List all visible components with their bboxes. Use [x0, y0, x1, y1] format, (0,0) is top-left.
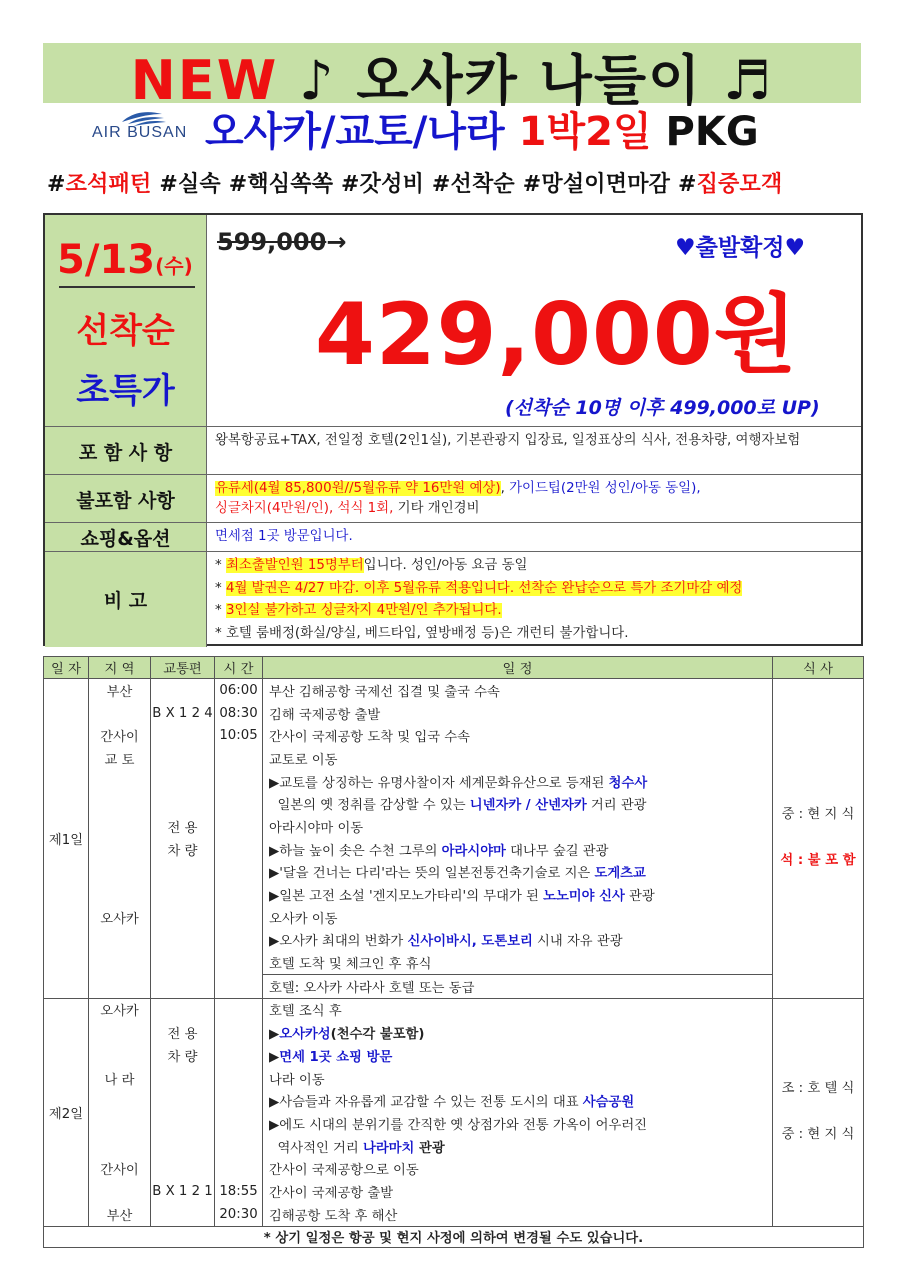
table-row	[44, 747, 864, 770]
transport-cell	[151, 974, 215, 998]
itinerary-text: 오사카 이동	[269, 911, 338, 927]
table-row	[44, 838, 864, 861]
remark-item: * 4월 발권은 4/27 마감. 이후 5월유류 적용입니다. 선착순 완납순으로 특가 조기마감 예정	[215, 580, 743, 596]
transport-cell: B X 1 2 1	[151, 1180, 215, 1203]
time-cell	[215, 1112, 263, 1135]
remark-item: * 최소출발인원 15명부터입니다. 성인/아동 요금 동일	[215, 558, 528, 573]
region-cell: 오사카	[89, 906, 151, 929]
time-cell	[215, 838, 263, 861]
col-header-transport: 교통편	[151, 657, 215, 679]
time-cell: 20:30	[215, 1203, 263, 1226]
itinerary-cell	[263, 974, 773, 998]
airline-logo-text: AIR BUSAN	[92, 124, 188, 141]
region-cell	[89, 1021, 151, 1044]
time-cell: 08:30	[215, 702, 263, 725]
time-cell	[215, 1067, 263, 1090]
time-cell	[215, 1044, 263, 1067]
table-row	[44, 1021, 864, 1044]
itinerary-text: 교토로 이동	[269, 752, 338, 768]
time-cell: 06:00	[215, 679, 263, 702]
table-row	[44, 815, 864, 838]
air-busan-logo	[92, 108, 192, 154]
region-cell	[89, 838, 151, 861]
hashtags	[47, 167, 782, 198]
itinerary-text: 나라 이동	[269, 1072, 325, 1088]
itinerary-text: ▶하늘 높이 솟은 수천 그루의	[269, 843, 442, 859]
itinerary-text: 역사적인 거리	[269, 1140, 363, 1156]
col-header-meals: 식 사	[773, 657, 864, 679]
region-cell	[89, 815, 151, 838]
transport-cell	[151, 770, 215, 793]
hashtag: #실속	[159, 172, 221, 197]
itinerary-text: 나라마치	[362, 1140, 415, 1156]
transport-cell: B X 1 2 4	[151, 702, 215, 725]
itinerary-cell	[263, 1067, 773, 1090]
first-come-label: 선착순	[76, 311, 175, 351]
transport-cell: 차 량	[151, 1044, 215, 1067]
table-row	[44, 792, 864, 815]
region-cell	[89, 792, 151, 815]
music-notes-icon: ♬	[722, 49, 774, 112]
region-cell: 부산	[89, 1203, 151, 1226]
arrow-icon: →	[326, 228, 347, 256]
pkg-text: PKG	[665, 109, 759, 155]
itinerary-cell	[263, 679, 773, 702]
meals-cell	[773, 998, 864, 1226]
itinerary-cell	[263, 1180, 773, 1203]
region-cell: 나 라	[89, 1067, 151, 1090]
table-row	[44, 1203, 864, 1226]
shopping-label: 쇼핑&옵션	[45, 523, 207, 552]
transport-cell	[151, 906, 215, 929]
region-cell	[89, 1112, 151, 1135]
itinerary-text: ▶	[269, 1049, 280, 1065]
region-cell	[89, 883, 151, 906]
region-cell	[89, 929, 151, 952]
table-row	[44, 724, 864, 747]
sale-price: 429,000원	[315, 285, 798, 385]
meal-item: 중 : 현 지 식	[781, 807, 855, 823]
departure-confirmed-badge: ♥출발확정♥	[675, 235, 806, 261]
itinerary-text: (천수각 불포함)	[330, 1027, 425, 1043]
table-row	[44, 1067, 864, 1090]
col-header-day: 일 자	[44, 657, 89, 679]
time-cell	[215, 861, 263, 884]
itinerary-text: 청수사	[608, 775, 648, 791]
itinerary-cell	[263, 792, 773, 815]
route-title	[205, 100, 759, 157]
itinerary-text: ▶에도 시대의 분위기를 간직한 옛 상점가와 전통 가옥이 어우러진	[269, 1117, 648, 1133]
day-label: 제1일	[44, 679, 89, 999]
transport-cell	[151, 1135, 215, 1158]
route-text: 오사카/교토/나라	[205, 109, 505, 155]
price-note: (선착순 10명 이후 499,000로 UP)	[505, 397, 820, 419]
transport-cell	[151, 1067, 215, 1090]
remarks-row	[45, 551, 861, 647]
table-row	[44, 883, 864, 906]
region-cell	[89, 974, 151, 998]
table-row	[44, 1044, 864, 1067]
promo-label-column	[45, 215, 207, 427]
included-label: 포 함 사 항	[45, 427, 207, 475]
region-cell: 간사이	[89, 724, 151, 747]
itinerary-text: 노노미야 신사	[543, 889, 625, 905]
table-row	[44, 1180, 864, 1203]
time-cell	[215, 906, 263, 929]
region-cell	[89, 951, 151, 974]
itinerary-cell	[263, 883, 773, 906]
new-label: NEW	[130, 49, 279, 112]
itinerary-cell	[263, 815, 773, 838]
table-row	[44, 679, 864, 702]
itinerary-text: 사슴공원	[582, 1095, 635, 1111]
itinerary-text: 오사카성	[279, 1027, 331, 1043]
itinerary-text: ▶사슴들과 자유롭게 교감할 수 있는 전통 도시의 대표	[269, 1095, 583, 1111]
transport-cell	[151, 1089, 215, 1112]
time-cell	[215, 1135, 263, 1158]
region-cell	[89, 1044, 151, 1067]
region-cell	[89, 702, 151, 725]
region-cell	[89, 1089, 151, 1112]
special-price-label: 초특가	[76, 371, 175, 411]
time-cell	[215, 951, 263, 974]
title-text: 오사카 나들이	[356, 49, 703, 112]
itinerary-text: 김해공항 도착 후 해산	[269, 1208, 398, 1224]
table-row	[44, 906, 864, 929]
transport-cell	[151, 747, 215, 770]
shopping-text: 면세점 1곳 방문입니다.	[215, 529, 353, 544]
col-header-time: 시 간	[215, 657, 263, 679]
itinerary-cell	[263, 906, 773, 929]
date-underline	[59, 286, 195, 288]
transport-cell	[151, 1157, 215, 1180]
meal-item: 조 : 호 텔 식	[781, 1081, 855, 1097]
included-row	[45, 426, 861, 475]
time-cell	[215, 1089, 263, 1112]
col-header-itinerary: 일 정	[263, 657, 773, 679]
table-header-row	[44, 657, 864, 679]
hashtag: #선착순	[431, 172, 515, 197]
transport-cell	[151, 1112, 215, 1135]
itinerary-cell	[263, 951, 773, 974]
itinerary-text: 거리 관광	[586, 798, 647, 814]
music-note-icon: ♪	[299, 49, 336, 112]
table-row	[44, 929, 864, 952]
itinerary-cell	[263, 747, 773, 770]
itinerary-cell	[263, 770, 773, 793]
schedule-footnote: * 상기 일정은 항공 및 현지 사정에 의하여 변경될 수도 있습니다.	[44, 1226, 864, 1247]
transport-cell: 차 량	[151, 838, 215, 861]
remarks-label: 비 고	[45, 552, 207, 647]
table-row	[44, 861, 864, 884]
region-cell	[89, 1180, 151, 1203]
meal-item: 석 : 불 포 함	[780, 853, 856, 869]
itinerary-cell	[263, 1021, 773, 1044]
col-header-region: 지 역	[89, 657, 151, 679]
meals-cell	[773, 679, 864, 999]
region-cell	[89, 770, 151, 793]
itinerary-text: 간사이 국제공항 출발	[269, 1185, 394, 1201]
itinerary-text: 도게츠교	[594, 866, 646, 882]
itinerary-cell	[263, 702, 773, 725]
itinerary-text: 호텔 조식 후	[269, 1004, 342, 1020]
time-cell	[215, 998, 263, 1021]
itinerary-text: 관광	[414, 1140, 445, 1156]
itinerary-cell	[263, 838, 773, 861]
itinerary-text: 관광	[624, 889, 655, 905]
transport-cell	[151, 883, 215, 906]
excluded-label: 불포함 사항	[45, 475, 207, 523]
table-row	[44, 951, 864, 974]
transport-cell	[151, 679, 215, 702]
itinerary-text: 아라시야마	[441, 843, 506, 859]
remark-item: * 3인실 불가하고 싱글차지 4만원/인 추가됩니다.	[215, 603, 502, 618]
table-row	[44, 770, 864, 793]
time-cell	[215, 929, 263, 952]
hashtag: #집중모객	[677, 172, 783, 197]
time-cell	[215, 1021, 263, 1044]
transport-cell	[151, 861, 215, 884]
hashtag: #망설이면마감	[522, 172, 671, 197]
itinerary-text: ▶교토를 상징하는 유명사찰이자 세계문화유산으로 등재된	[269, 775, 609, 791]
table-row	[44, 1135, 864, 1158]
itinerary-cell	[263, 724, 773, 747]
region-cell: 간사이	[89, 1157, 151, 1180]
itinerary-cell	[263, 998, 773, 1021]
transport-cell	[151, 792, 215, 815]
time-cell	[215, 883, 263, 906]
time-cell: 10:05	[215, 724, 263, 747]
itinerary-cell	[263, 1135, 773, 1158]
itinerary-cell	[263, 929, 773, 952]
itinerary-text: 신사이바시, 도톤보리	[407, 934, 533, 950]
itinerary-cell	[263, 1112, 773, 1135]
itinerary-text: 부산 김해공항 국제선 집결 및 출국 수속	[269, 684, 500, 700]
table-row	[44, 1157, 864, 1180]
region-cell: 오사카	[89, 998, 151, 1021]
footer-row	[44, 1226, 864, 1247]
remarks-text	[215, 555, 855, 645]
hashtag: #갓성비	[341, 172, 425, 197]
table-row	[44, 1089, 864, 1112]
transport-cell	[151, 1203, 215, 1226]
hashtag: #핵심쏙쏙	[228, 172, 334, 197]
time-cell	[215, 1157, 263, 1180]
time-cell	[215, 770, 263, 793]
transport-cell	[151, 929, 215, 952]
transport-cell	[151, 724, 215, 747]
transport-cell	[151, 998, 215, 1021]
shopping-row	[45, 522, 861, 552]
itinerary-text: ▶오사카 최대의 번화가	[269, 934, 408, 950]
time-cell	[215, 815, 263, 838]
original-price: 599,000→	[217, 228, 347, 256]
itinerary-text: 아라시야마 이동	[269, 820, 364, 836]
table-row	[44, 998, 864, 1021]
transport-cell: 전 용	[151, 815, 215, 838]
itinerary-text: 김해 국제공항 출발	[269, 707, 381, 723]
itinerary-text: 간사이 국제공항으로 이동	[269, 1163, 419, 1179]
itinerary-text: ▶일본 고전 소설 '겐지모노가타리'의 무대가 된	[269, 889, 544, 905]
day-label: 제2일	[44, 998, 89, 1226]
itinerary-text: ▶	[269, 1027, 280, 1043]
table-row	[44, 974, 864, 998]
remark-item: * 호텔 룸배정(화실/양실, 베드타입, 옆방배정 등)은 개런티 불가합니다.	[215, 625, 629, 641]
meal-item: 중 : 현 지 식	[781, 1127, 855, 1143]
table-row	[44, 702, 864, 725]
itinerary-text: 시내 자유 관광	[532, 934, 623, 950]
time-cell	[215, 792, 263, 815]
itinerary-cell	[263, 861, 773, 884]
itinerary-text: ▶'달을 건너는 다리'라는 뜻의 일본전통건축기술로 지은	[269, 866, 595, 882]
itinerary-text: 일본의 옛 정취를 감상할 수 있는	[269, 798, 470, 814]
table-row	[44, 1112, 864, 1135]
itinerary-text: 호텔: 오사카 사라사 호텔 또는 동급	[269, 980, 475, 996]
region-cell: 부산	[89, 679, 151, 702]
itinerary-text: 호텔 도착 및 체크인 후 휴식	[269, 957, 432, 973]
departure-date: 5/13(수)	[57, 237, 193, 283]
excluded-row	[45, 474, 861, 523]
region-cell: 교 토	[89, 747, 151, 770]
region-cell	[89, 1135, 151, 1158]
time-cell	[215, 974, 263, 998]
time-cell: 18:55	[215, 1180, 263, 1203]
included-text: 왕복항공료+TAX, 전일정 호텔(2인1실), 기본관광지 입장료, 일정표상의 식사, 전용차량, 여행자보험	[215, 433, 801, 448]
duration-text: 1박2일	[518, 109, 652, 155]
itinerary-cell	[263, 1203, 773, 1226]
itinerary-cell	[263, 1157, 773, 1180]
itinerary-cell	[263, 1089, 773, 1112]
itinerary-text: 대나무 숲길 관광	[505, 843, 609, 859]
time-cell	[215, 747, 263, 770]
excluded-text: 유류세(4월 85,800원//5월유류 약 16만원 예상), 가이드팁(2만원 성인/아동 동일), 싱글차지(4만원/인), 석식 1회, 기타 개인경비	[215, 481, 701, 516]
region-cell	[89, 861, 151, 884]
itinerary-text: 간사이 국제공항 도착 및 입국 수속	[269, 730, 470, 746]
itinerary-table	[43, 656, 864, 1248]
promo-box	[43, 213, 863, 646]
hashtag: #조석패턴	[47, 172, 152, 197]
itinerary-text: 니넨자카 / 산넨자카	[469, 798, 587, 814]
itinerary-cell	[263, 1044, 773, 1067]
transport-cell: 전 용	[151, 1021, 215, 1044]
itinerary-text: 면세 1곳 쇼핑 방문	[279, 1049, 393, 1065]
transport-cell	[151, 951, 215, 974]
